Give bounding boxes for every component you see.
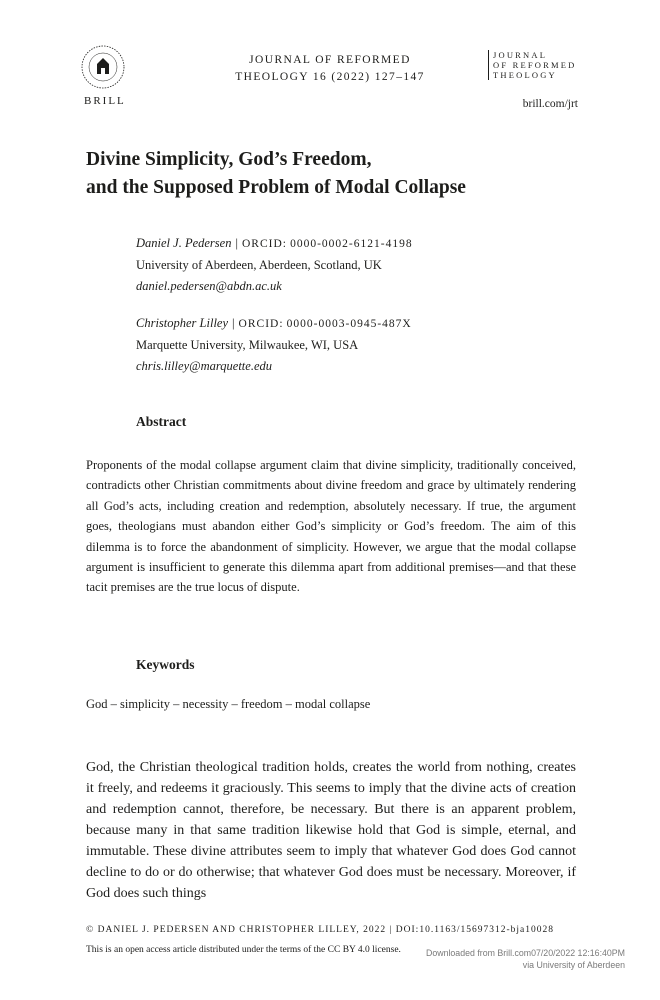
abstract-text: Proponents of the modal collapse argument claim that divine simplicity, traditionally conceived, contradicts other Christian commitments about divine freedom and grace by ultimately rendering all God’s acts, including creation and redemption, absolutely necessary. If true, the argument goes, theologians must abandon either God’s simplicity or God’s freedom. The aim of this dilemma is to force the abandonment of simplicity. However, we argue that the modal collapse argument is insufficient to generate this dilemma apart from additional premises—and that these tacit premises are the true locus of dispute.	[86, 458, 576, 595]
author-name: Christopher Lilley	[136, 316, 229, 330]
abstract-heading: Abstract	[136, 414, 187, 429]
journal-logo-line: JOURNAL	[493, 50, 548, 60]
journal-url[interactable]: brill.com/jrt	[522, 98, 578, 110]
journal-name: JOURNAL OF REFORMED	[249, 54, 411, 66]
download-watermark	[420, 947, 625, 971]
author-email[interactable]: daniel.pedersen@abdn.ac.uk	[136, 279, 282, 293]
brill-seal-icon	[80, 44, 126, 90]
journal-volume: THEOLOGY 16 (2022) 127–147	[235, 71, 425, 83]
title-line: and the Supposed Problem of Modal Collapse	[86, 177, 466, 198]
orcid-link[interactable]: 0000-0003-0945-487X	[286, 318, 412, 330]
orcid-label: ORCID:	[241, 238, 287, 250]
title-line: Divine Simplicity, God’s Freedom,	[86, 149, 372, 170]
author-block: Daniel J. Pedersen | ORCID: 0000-0002-6121-4198 University of Aberdeen, Aberdeen, Scotland, UK daniel.pedersen@abdn.ac.uk	[136, 233, 596, 297]
keywords-list: God – simplicity – necessity – freedom – modal collapse	[86, 697, 371, 711]
author-block: Christopher Lilley | ORCID: 0000-0003-0945-487X Marquette University, Milwaukee, WI, USA chris.lilley@marquette.edu	[136, 313, 596, 377]
orcid-link[interactable]: 0000-0002-6121-4198	[290, 238, 413, 250]
journal-logo	[488, 50, 593, 80]
journal-logo-line: OF REFORMED	[493, 60, 577, 70]
download-stamp: Downloaded from Brill.com07/20/2022 12:16:40PM	[425, 948, 625, 958]
keywords-heading: Keywords	[136, 657, 195, 672]
author-name: Daniel J. Pedersen	[136, 236, 232, 250]
journal-header	[200, 52, 460, 86]
body-paragraph: God, the Christian theological tradition holds, creates the world from nothing, creates it freely, and redeems it graciously. This seems to imply that the divine acts of creation and redemption cannot, therefore, be necessary. But there is an apparent problem, because many in that same tradition likewise hold that God is simple, eternal, and immutable. These divine attributes seem to imply that whatever God does God cannot decline to do or do otherwise; that whatever God does must be necessary. Moreover, if God does such things	[86, 760, 576, 901]
copyright-line: © DANIEL J. PEDERSEN AND CHRISTOPHER LILLEY, 2022 | DOI:10.1163/15697312-bja10028	[86, 925, 555, 935]
orcid-label: ORCID:	[238, 318, 284, 330]
author-email[interactable]: chris.lilley@marquette.edu	[136, 359, 273, 373]
author-affiliation: Marquette University, Milwaukee, WI, USA	[136, 338, 359, 352]
license-line: This is an open access article distributed under the terms of the CC BY 4.0 license.	[86, 945, 401, 955]
author-affiliation: University of Aberdeen, Aberdeen, Scotland, UK	[136, 258, 382, 272]
publisher-name: BRILL	[84, 95, 126, 107]
download-institution: via University of Aberdeen	[522, 960, 625, 970]
journal-logo-line: THEOLOGY	[493, 70, 557, 80]
article-title	[86, 146, 586, 202]
